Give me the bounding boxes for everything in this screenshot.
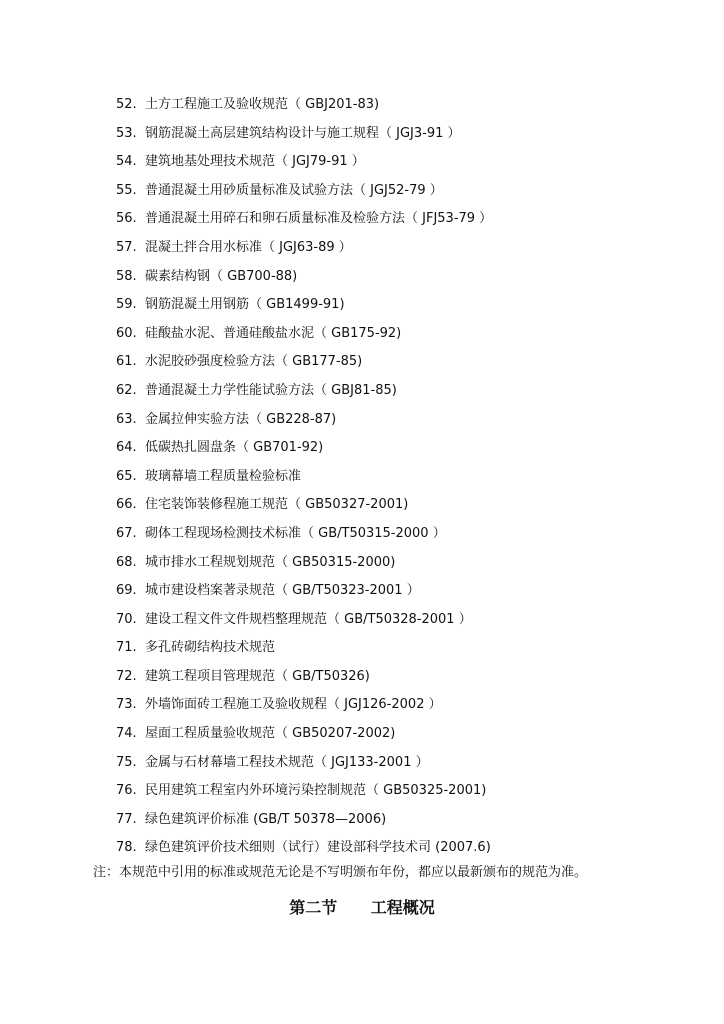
standards-list — [116, 91, 492, 863]
list-item — [116, 91, 492, 120]
list-item — [116, 263, 492, 292]
item-number: 63. — [116, 411, 137, 427]
item-number: 55. — [116, 182, 137, 198]
item-text: 绿色建筑评价标准 (GB/T 50378—2006) — [145, 811, 387, 827]
list-item — [116, 291, 492, 320]
item-text: 外墙饰面砖工程施工及验收规程（ JGJ126-2002 ） — [145, 697, 442, 713]
item-text: 住宅装饰装修程施工规范（ GB50327-2001) — [145, 497, 409, 513]
list-item — [116, 120, 492, 149]
item-number: 53. — [116, 125, 137, 141]
item-text: 碳素结构钢（ GB700-88) — [145, 268, 298, 284]
item-number: 54. — [116, 154, 137, 170]
item-text: 硅酸盐水泥、普通硅酸盐水泥（ GB175-92) — [145, 325, 402, 341]
list-item — [116, 749, 492, 778]
list-item — [116, 720, 492, 749]
item-text: 民用建筑工程室内外环境污染控制规范（ GB50325-2001) — [145, 783, 487, 799]
item-text: 低碳热扎圆盘条（ GB701-92) — [145, 440, 324, 456]
item-number: 56. — [116, 211, 137, 227]
list-item — [116, 320, 492, 349]
list-item — [116, 520, 492, 549]
item-number: 73. — [116, 697, 137, 713]
item-number: 74. — [116, 726, 137, 742]
item-text: 建筑工程项目管理规范（ GB/T50326) — [145, 668, 370, 684]
item-number: 69. — [116, 583, 137, 599]
item-number: 59. — [116, 297, 137, 313]
note-text: 注：本规范中引用的标准或规范无论是不写明颁布年份，都应以最新颁布的规范为准。 — [93, 865, 588, 880]
item-number: 77. — [116, 811, 137, 827]
item-text: 城市排水工程规划规范（ GB50315-2000) — [145, 554, 396, 570]
list-item — [116, 806, 492, 835]
list-item — [116, 406, 492, 435]
item-number: 58. — [116, 268, 137, 284]
item-number: 72. — [116, 668, 137, 684]
item-text: 金属与石材幕墙工程技术规范（ JGJ133-2001 ） — [145, 754, 429, 770]
list-item — [116, 663, 492, 692]
item-number: 78. — [116, 840, 137, 856]
item-text: 屋面工程质量验收规范（ GB50207-2002) — [145, 726, 396, 742]
section-heading: 第二节 工程概况 — [289, 898, 435, 917]
item-number: 76. — [116, 783, 137, 799]
item-text: 金属拉伸实验方法（ GB228-87) — [145, 411, 337, 427]
list-item — [116, 377, 492, 406]
list-item — [116, 634, 492, 663]
item-text: 绿色建筑评价技术细则（试行）建设部科学技术司 (2007.6) — [145, 840, 491, 856]
item-number: 52. — [116, 97, 137, 112]
item-text: 普通混凝土用碎石和卵石质量标准及检验方法（ JFJ53-79 ） — [145, 211, 493, 227]
item-text: 多孔砖砌结构技术规范 — [145, 640, 276, 656]
item-number: 66. — [116, 497, 137, 513]
item-number: 65. — [116, 468, 137, 484]
item-text: 普通混凝土力学性能试验方法（ GBJ81-85) — [145, 382, 397, 398]
list-item — [116, 777, 492, 806]
item-number: 60. — [116, 325, 137, 341]
item-number: 62. — [116, 382, 137, 398]
item-text: 普通混凝土用砂质量标准及试验方法（ JGJ52-79 ） — [145, 182, 443, 198]
list-item — [116, 691, 492, 720]
item-number: 67. — [116, 525, 137, 541]
list-item — [116, 434, 492, 463]
item-text: 土方工程施工及验收规范（ GBJ201-83) — [145, 97, 380, 112]
item-number: 70. — [116, 611, 137, 627]
list-item — [116, 348, 492, 377]
list-item — [116, 577, 492, 606]
list-item — [116, 177, 492, 206]
item-text: 钢筋混凝土用钢筋（ GB1499-91) — [145, 297, 345, 313]
list-item — [116, 491, 492, 520]
list-item — [116, 148, 492, 177]
item-number: 61. — [116, 354, 137, 370]
item-text: 水泥胶砂强度检验方法（ GB177-85) — [145, 354, 363, 370]
item-text: 玻璃幕墙工程质量检验标准 — [145, 468, 302, 484]
list-item — [116, 463, 492, 492]
item-text: 城市建设档案著录规范（ GB/T50323-2001 ） — [145, 583, 420, 599]
list-item — [116, 234, 492, 263]
item-number: 64. — [116, 440, 137, 456]
item-text: 建设工程文件文件规档整理规范（ GB/T50328-2001 ） — [145, 611, 472, 627]
item-text: 钢筋混凝土高层建筑结构设计与施工规程（ JGJ3-91 ） — [145, 125, 461, 141]
item-number: 71. — [116, 640, 137, 656]
item-number: 57. — [116, 239, 137, 255]
item-number: 75. — [116, 754, 137, 770]
item-text: 混凝土拌合用水标准（ JGJ63-89 ） — [145, 239, 352, 255]
list-item — [116, 606, 492, 635]
item-text: 建筑地基处理技术规范（ JGJ79-91 ） — [145, 154, 365, 170]
item-text: 砌体工程现场检测技术标准（ GB/T50315-2000 ） — [145, 525, 446, 541]
item-number: 68. — [116, 554, 137, 570]
list-item — [116, 549, 492, 578]
list-item — [116, 205, 492, 234]
